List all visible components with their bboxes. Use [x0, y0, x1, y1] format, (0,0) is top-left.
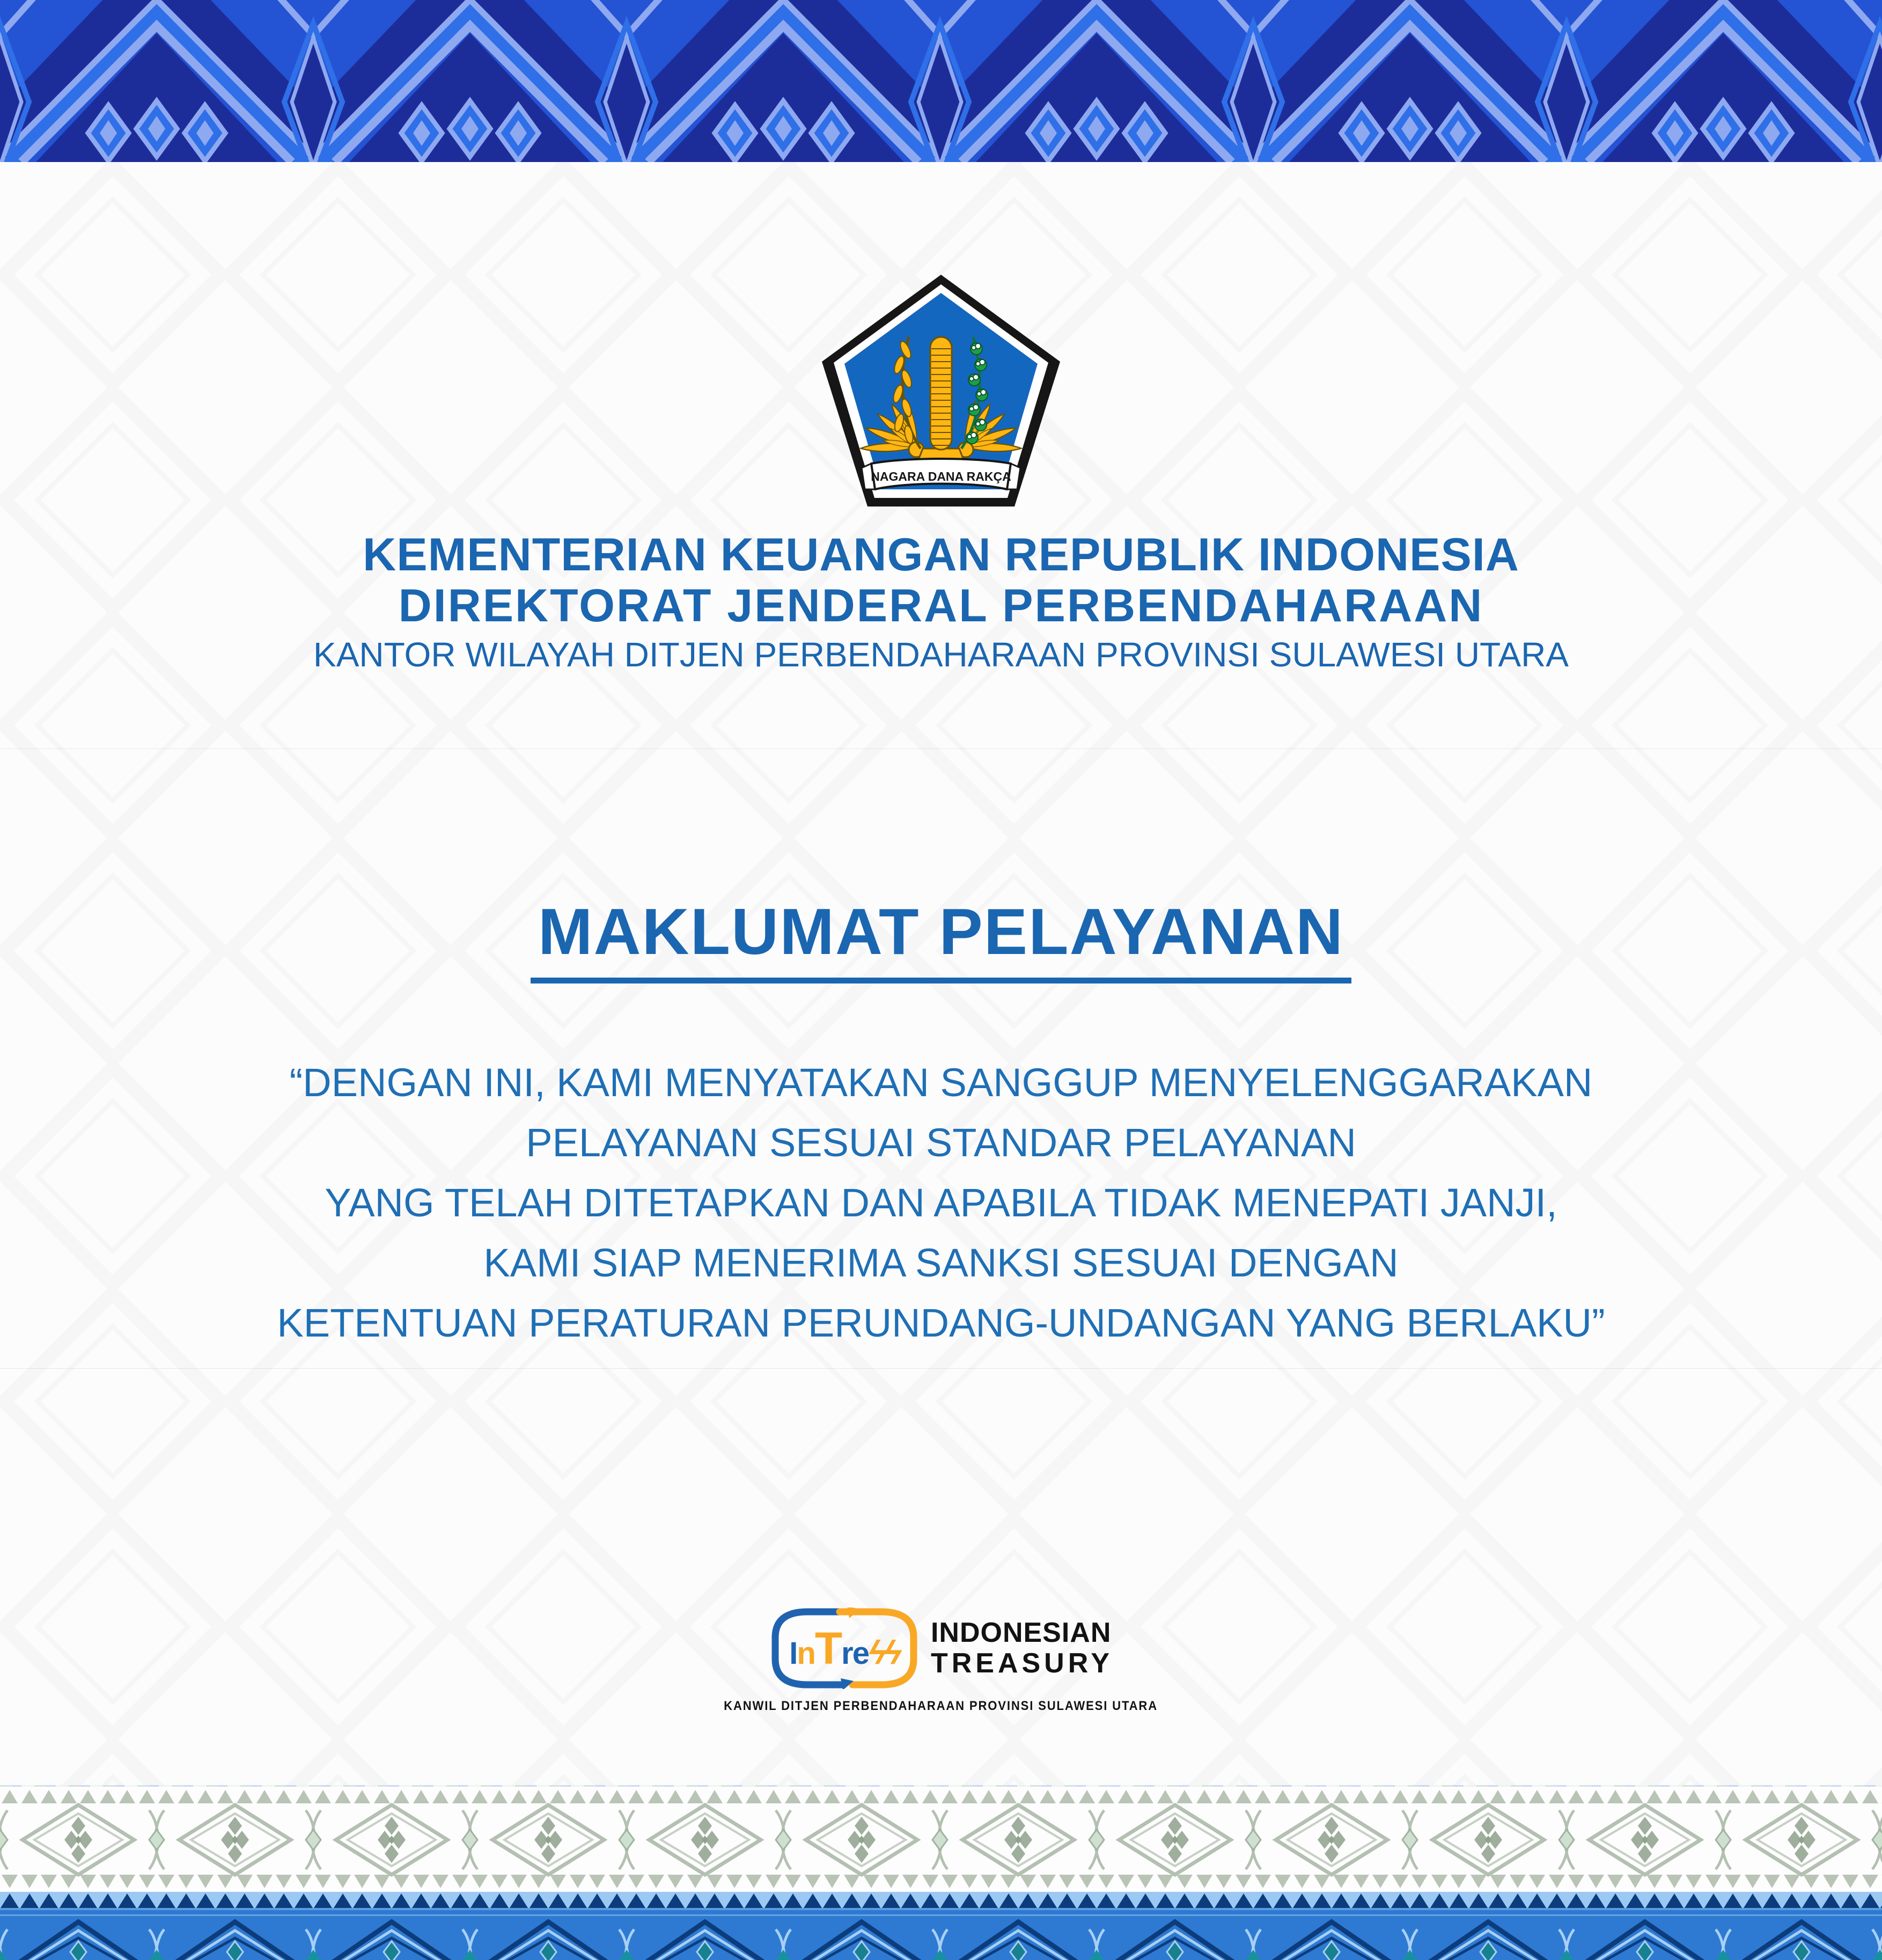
intress-wordmark — [769, 1607, 920, 1689]
service-declaration-statement — [0, 1053, 1882, 1353]
wordmark-seg: I — [789, 1635, 797, 1671]
logo-banner-text: NAGARA DANA RAKÇA — [871, 469, 1011, 483]
title-row — [0, 894, 1882, 983]
kanwil-caption: KANWIL DITJEN PERBENDAHARAAN PROVINSI SULAWESI UTARA — [724, 1699, 1158, 1713]
directorate-name: DIREKTORAT JENDERAL PERBENDAHARAAN — [398, 580, 1484, 632]
watermark-seam-line — [0, 1368, 1882, 1369]
wordmark-lightning-ss: ϟϟ — [868, 1634, 900, 1671]
regional-office-name: KANTOR WILAYAH DITJEN PERBENDAHARAAN PROVINSI SULAWESI UTARA — [313, 635, 1569, 674]
page-title: MAKLUMAT PELAYANAN — [531, 894, 1351, 983]
top-ikat-border — [0, 0, 1882, 162]
brand-line: INDONESIAN — [930, 1617, 1112, 1648]
bottom-faded-ikat-band — [0, 1787, 1882, 1892]
wordmark-seg: r — [841, 1635, 852, 1671]
ministry-name: KEMENTERIAN KEUANGAN REPUBLIK INDONESIA — [363, 529, 1519, 581]
statement-line: YANG TELAH DITETAPKAN DAN APABILA TIDAK MENEPATI JANJI, — [325, 1180, 1557, 1225]
statement-line: “DENGAN INI, KAMI MENYATAKAN SANGGUP MENYELENGGARAKAN — [289, 1060, 1593, 1105]
watermark-seam-line — [0, 748, 1882, 749]
intress-icon — [769, 1607, 920, 1689]
statement-line: KETENTUAN PERATURAN PERUNDANG-UNDANGAN YANG BERLAKU” — [277, 1301, 1605, 1345]
brand-line: TREASURY — [930, 1648, 1114, 1679]
indonesian-treasury-wordmark — [931, 1618, 1113, 1679]
letterhead — [0, 529, 1882, 678]
intress-logo-block — [0, 1607, 1882, 1714]
statement-line: KAMI SIAP MENERIMA SANKSI SESUAI DENGAN — [483, 1240, 1399, 1285]
bottom-blue-ikat-band — [0, 1892, 1882, 1960]
logo-banner-ribbon — [862, 459, 1020, 489]
kemenkeu-pentagon-logo — [820, 274, 1062, 508]
wordmark-seg: T — [814, 1623, 842, 1673]
wordmark-seg: n — [797, 1635, 815, 1671]
wordmark-seg: e — [852, 1635, 869, 1671]
statement-line: PELAYANAN SESUAI STANDAR PELAYANAN — [526, 1120, 1356, 1165]
